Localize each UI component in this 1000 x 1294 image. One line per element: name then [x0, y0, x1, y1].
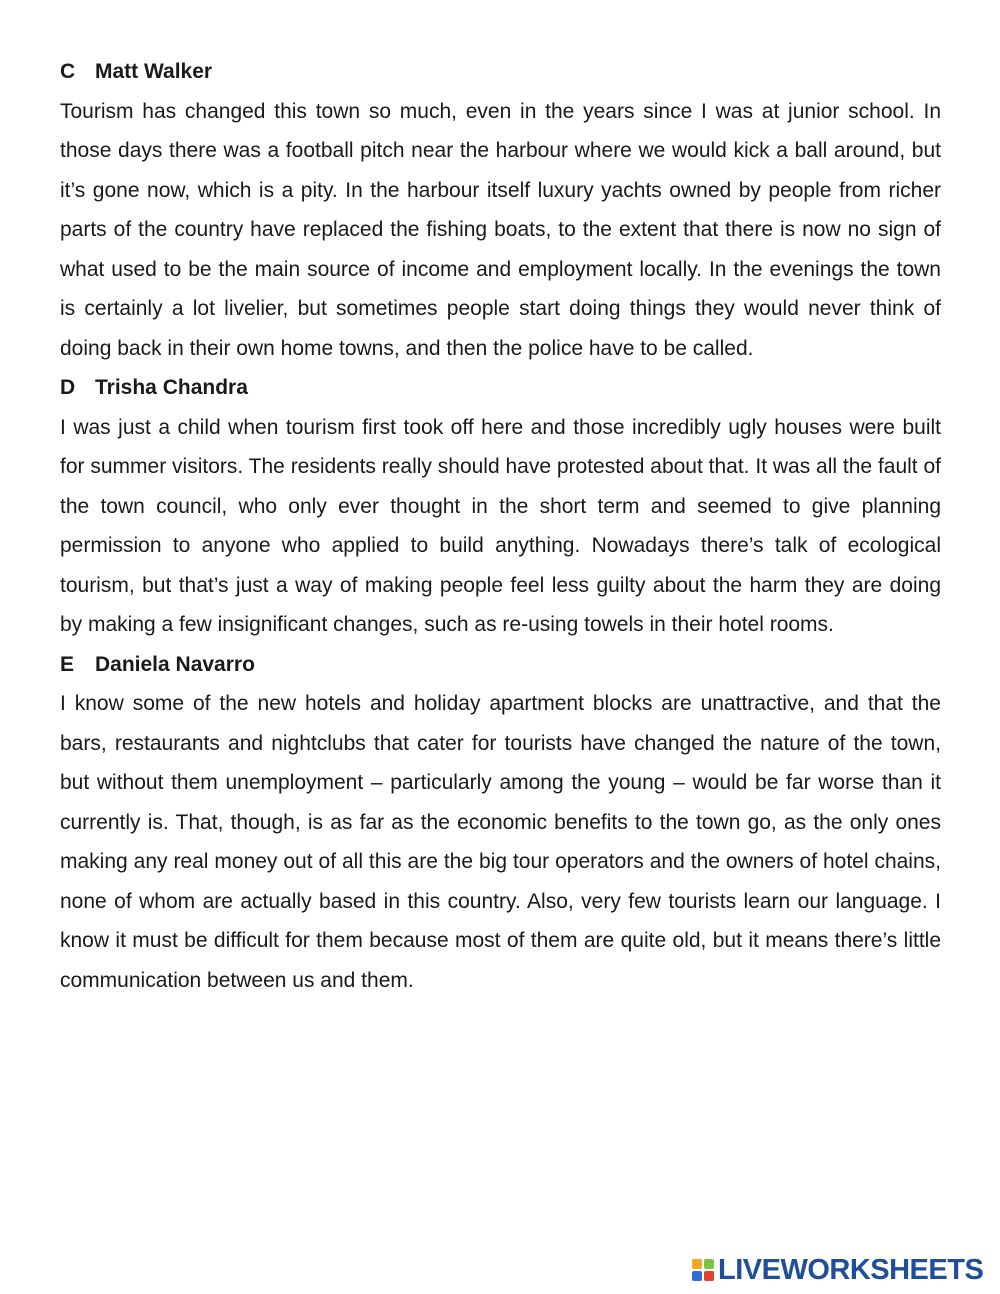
- section-paragraph: I know some of the new hotels and holiday apartment blocks are unattractive, and that the bars, restaurants and nightclubs that cater for tourists have changed the nature of the town, but without them unemployment – particularly among the young – would be far worse than it currently is. That, though, is as far as the economic benefits to the town go, as the only ones making any real money out of all this are the big tour operators and the owners of hotel chains, none of whom are actually based in this country. Also, very few tourists learn our language. I know it must be difficult for them because most of them are quite old, but it means there’s little communication between us and them.: [60, 692, 941, 992]
- logo-square-icon: [704, 1259, 714, 1269]
- logo-mark-icon: [692, 1259, 714, 1281]
- logo-square-icon: [692, 1271, 702, 1281]
- speaker-name: Daniela Navarro: [95, 652, 255, 676]
- section-heading: [60, 645, 941, 685]
- section-paragraph: Tourism has changed this town so much, even in the years since I was at junior school. In those days there was a football pitch near the harbour where we would kick a ball around, but it’s gone now, which is a pity. In the harbour itself luxury yachts owned by people from richer parts of the country have replaced the fishing boats, to the extent that there is now no sign of what used to be the main source of income and employment locally. In the evenings the town is certainly a lot livelier, but sometimes people start doing things they would never think of doing back in their own home towns, and then the police have to be called.: [60, 99, 941, 360]
- logo-square-icon: [704, 1271, 714, 1281]
- section-d: [60, 368, 941, 645]
- logo-square-icon: [692, 1259, 702, 1269]
- liveworksheets-logo[interactable]: [692, 1254, 983, 1286]
- logo-text: LIVEWORKSHEETS: [718, 1254, 984, 1286]
- section-e: [60, 645, 941, 1001]
- section-paragraph: I was just a child when tourism first took off here and those incredibly ugly houses were built for summer visitors. The residents really should have protested about that. It was all the fault of the town council, who only ever thought in the short term and seemed to give planning permission to anyone who applied to build anything. Nowadays there’s talk of ecological tourism, but that’s just a way of making people feel less guilty about the harm they are doing by making a few insignificant changes, such as re-using towels in their hotel rooms.: [60, 415, 941, 636]
- section-c: [60, 52, 941, 368]
- section-letter: D: [60, 376, 76, 399]
- document-page: [60, 52, 941, 1000]
- section-letter: E: [60, 652, 75, 676]
- section-heading: [60, 368, 941, 408]
- section-heading: [60, 52, 941, 92]
- speaker-name: Matt Walker: [95, 60, 213, 83]
- section-letter: C: [60, 60, 76, 83]
- speaker-name: Trisha Chandra: [95, 376, 248, 399]
